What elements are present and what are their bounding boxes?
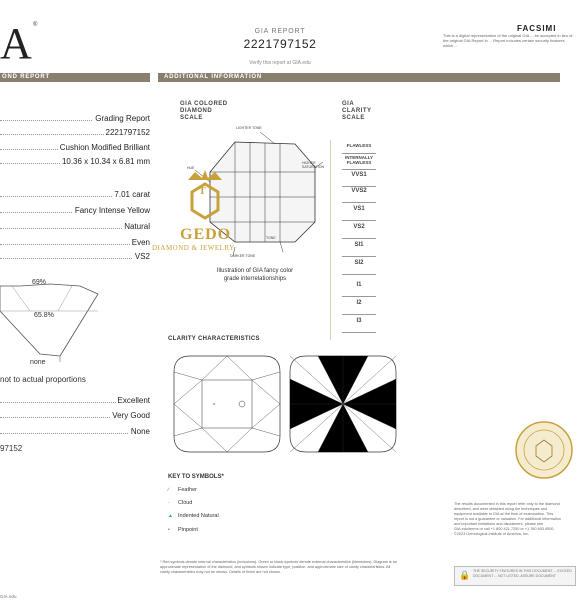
color-grade-value: Fancy Intense Yellow	[74, 206, 150, 215]
symbols-note: * Red symbols denote internal characteristics (inclusions). Green or black symbols denote external characteristics (blemishes). Diagram is an approximate representation of the diamond, and symbols shown indicate type, position, and approximate size of clarity characteristics. All clarity characteristics may not be shown. Details of finish are not shown.	[160, 560, 397, 574]
fluorescence-value: None	[130, 427, 150, 436]
clarity-i3: I3	[342, 318, 376, 333]
polish-row	[0, 396, 150, 406]
key-indented-natural: Indented Natural	[178, 513, 219, 519]
indented-natural-icon: ▲	[168, 513, 173, 519]
clarity-vs2: VS2	[342, 224, 376, 239]
table-percent: 69%	[32, 279, 47, 286]
security-box	[454, 566, 576, 586]
label-hue: HUE	[187, 166, 195, 170]
key-to-symbols-title: KEY TO SYMBOLS*	[168, 474, 224, 480]
clarity-i1: I1	[342, 282, 376, 297]
key-cloud: Cloud	[178, 500, 193, 506]
key-feather: Feather	[178, 487, 197, 493]
label-higher-saturation: HIGHER SATURATION	[302, 161, 325, 169]
watermark-monogram: T	[199, 186, 206, 197]
distribution-value: Even	[131, 238, 150, 247]
security-text: THE SECURITY FEATURES IN THIS DOCUMENT ... EXCEED DOCUMENT ... NOT LISTED, ASSURE DOCUMENT	[473, 569, 572, 578]
proportions-diagram	[0, 276, 100, 366]
crown-plot	[172, 354, 282, 454]
origin-value: Natural	[124, 222, 150, 231]
clarity-value: VS2	[134, 252, 150, 261]
label-tone: TONE	[266, 236, 276, 240]
clarity-if: INTERNALLY FLAWLESS	[342, 155, 376, 170]
clarity-characteristics-title: CLARITY CHARACTERISTICS	[168, 336, 260, 342]
facsimile-text: This is a digital representation of the original GIA ... be accepted in lieu of the original GIA Report in ... Report includes certain security features which ...	[443, 33, 573, 48]
clarity-vvs2: VVS2	[342, 188, 376, 203]
pavilion-plot	[288, 354, 398, 454]
report-title: GIA REPORT	[254, 28, 306, 35]
watermark-subtitle: DIAMOND & JEWELRY	[152, 244, 235, 252]
illustration-caption: Illustration of GIA fancy color grade interrelationships	[216, 268, 294, 282]
registered-mark: ®	[33, 22, 38, 28]
polish-value: Excellent	[117, 396, 150, 405]
diamond-report-bar: OND REPORT	[0, 73, 150, 82]
facsimile-title: FACSIMI	[517, 24, 557, 33]
feather-icon: ∕	[168, 487, 169, 493]
lock-icon: 🔒	[459, 570, 471, 580]
key-pinpoint: Pinpoint	[178, 527, 198, 533]
distribution-row	[0, 238, 150, 248]
clarity-flawless: FLAWLESS	[342, 143, 376, 154]
report-number-row	[0, 128, 150, 138]
carat-row	[0, 190, 150, 200]
clarity-si1: SI1	[342, 242, 376, 257]
clarity-i2: I2	[342, 300, 376, 315]
pinpoint-icon: •	[168, 527, 170, 533]
report-number: 2221797152	[243, 37, 317, 51]
report-number-value: 2221797152	[105, 128, 150, 137]
fluorescence-row	[0, 427, 150, 437]
label-lighter-tone: LIGHTER TONE	[236, 126, 262, 130]
footer-url[interactable]: GIA.edu	[0, 594, 17, 599]
gia-logo: A	[0, 19, 33, 68]
watermark-brand: GEDO	[180, 226, 232, 243]
label-darker-tone: DARKER TONE	[230, 254, 256, 258]
clarity-vvs1: VVS1	[342, 172, 376, 187]
clarity-vs1: VS1	[342, 206, 376, 221]
additional-info-bar: ADDITIONAL INFORMATION	[158, 73, 560, 82]
results-disclaimer: The results documented in this report refer only to the diamond described, and were obtained using the techniques and equipment available to GIA at the time of examination. This report is not a guarantee or valuation. For additional information and important limitations and disclaimers, please see GIA.edu/terms or call +1 800 421 7250 or +1 760 603 4500. ©2023 Gemological Institute of America, Inc.	[454, 502, 562, 536]
color-scale-title: GIA COLORED DIAMOND SCALE	[180, 101, 228, 121]
verify-link[interactable]: Verify this report at GIA.edu	[249, 60, 311, 66]
carat-value: 7.01 carat	[114, 190, 150, 199]
color-grade-row	[0, 206, 150, 216]
cloud-icon: ·	[168, 500, 170, 506]
symmetry-row	[0, 411, 150, 421]
clarity-scale-stripe	[330, 140, 337, 340]
clarity-si2: SI2	[342, 260, 376, 275]
symmetry-value: Very Good	[112, 411, 150, 420]
clarity-row	[0, 252, 150, 262]
shape-value: Cushion Modified Brilliant	[59, 143, 150, 152]
report-type-value: Grading Report	[95, 114, 150, 123]
proportions-note: not to actual proportions	[0, 375, 86, 384]
shape-row	[0, 143, 150, 153]
origin-row	[0, 222, 150, 232]
report-type-row	[0, 114, 150, 124]
measurements-row	[0, 157, 150, 167]
gia-seal-icon	[514, 420, 560, 480]
inscription-value: 97152	[0, 444, 23, 453]
clarity-scale-title: GIA CLARITY SCALE	[342, 101, 372, 121]
measurements-value: 10.36 x 10.34 x 6.81 mm	[61, 157, 150, 166]
culet-value: none	[30, 359, 46, 366]
depth-percent: 65.8%	[34, 312, 54, 319]
